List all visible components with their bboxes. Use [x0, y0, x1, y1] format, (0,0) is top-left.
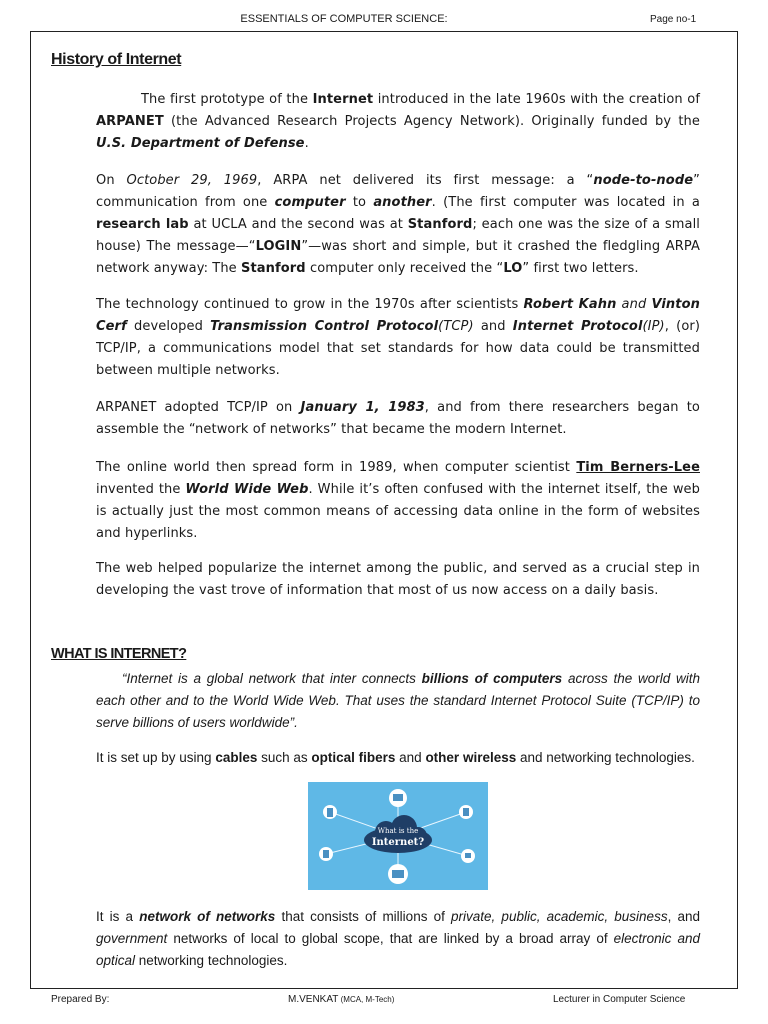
history-paragraph-4: ARPANET adopted TCP/IP on January 1, 1983, and from there researchers began to assemble the “network of networks” that became the modern Internet.: [96, 400, 700, 437]
network-of-networks-text: It is a network of networks that consists of millions of private, public, academic, business, and government networks of local to global scope, that are linked by a broad array of electronic and optical networking technologies.: [96, 909, 701, 968]
footer-role: Lecturer in Computer Science: [553, 994, 686, 1005]
what-is-internet-heading: WHAT IS INTERNET?: [51, 646, 187, 662]
history-paragraph-5: The online world then spread form in 1989, when computer scientist Tim Berners-Lee invented the World Wide Web. While it’s often confused with the internet itself, the web is actually just the most common means of accessing data online in the form of websites and hyperlinks.: [96, 460, 700, 541]
header-title: ESSENTIALS OF COMPUTER SCIENCE:: [240, 13, 448, 25]
internet-definition-quote: “Internet is a global network that inter connects billions of computers across the world with each other and to the World Wide Web. That uses the standard Internet Protocol Suite (TCP/IP) to serve billions of users worldwide”.: [96, 671, 700, 730]
footer-prepared-by: Prepared By:: [51, 994, 110, 1005]
figure-label-line2: Internet?: [371, 837, 425, 848]
history-heading: History of Internet: [51, 51, 182, 68]
internet-setup-text: It is set up by using cables such as optical fibers and other wireless and networking technologies.: [96, 750, 695, 765]
history-paragraph-3: The technology continued to grow in the 1970s after scientists Robert Kahn and Vinton Cerf developed Transmission Control Protocol(TCP) and Internet Protocol(IP), (or) TCP/IP, a communications model that set standards for how data could be transmitted between multiple networks.: [96, 297, 700, 378]
history-paragraph-6: The web helped popularize the internet among the public, and served as a crucial step in developing the vast trove of information that most of us now access on a daily basis.: [96, 561, 700, 598]
internet-illustration: [308, 782, 488, 890]
history-paragraph-2: On October 29, 1969, ARPA net delivered its first message: a “node-to-node” communication from one computer to another. (The first computer was located in a research lab at UCLA and the second was at Stanford; each one was the size of a small house) The message—“LOGIN”—was short and simple, but it crashed the fledgling ARPA network anyway: The Stanford computer only received the “LO” first two letters.: [96, 173, 701, 276]
history-paragraph-1: The first prototype of the Internet introduced in the late 1960s with the creation of ARPANET (the Advanced Research Projects Agency Network). Originally funded by the U.S. Department of Defense.: [96, 92, 700, 151]
footer-author: M.VENKAT (MCA, M-Tech): [288, 994, 395, 1005]
page-number: Page no-1: [650, 14, 697, 25]
figure-label-line1: What is the: [377, 827, 419, 835]
